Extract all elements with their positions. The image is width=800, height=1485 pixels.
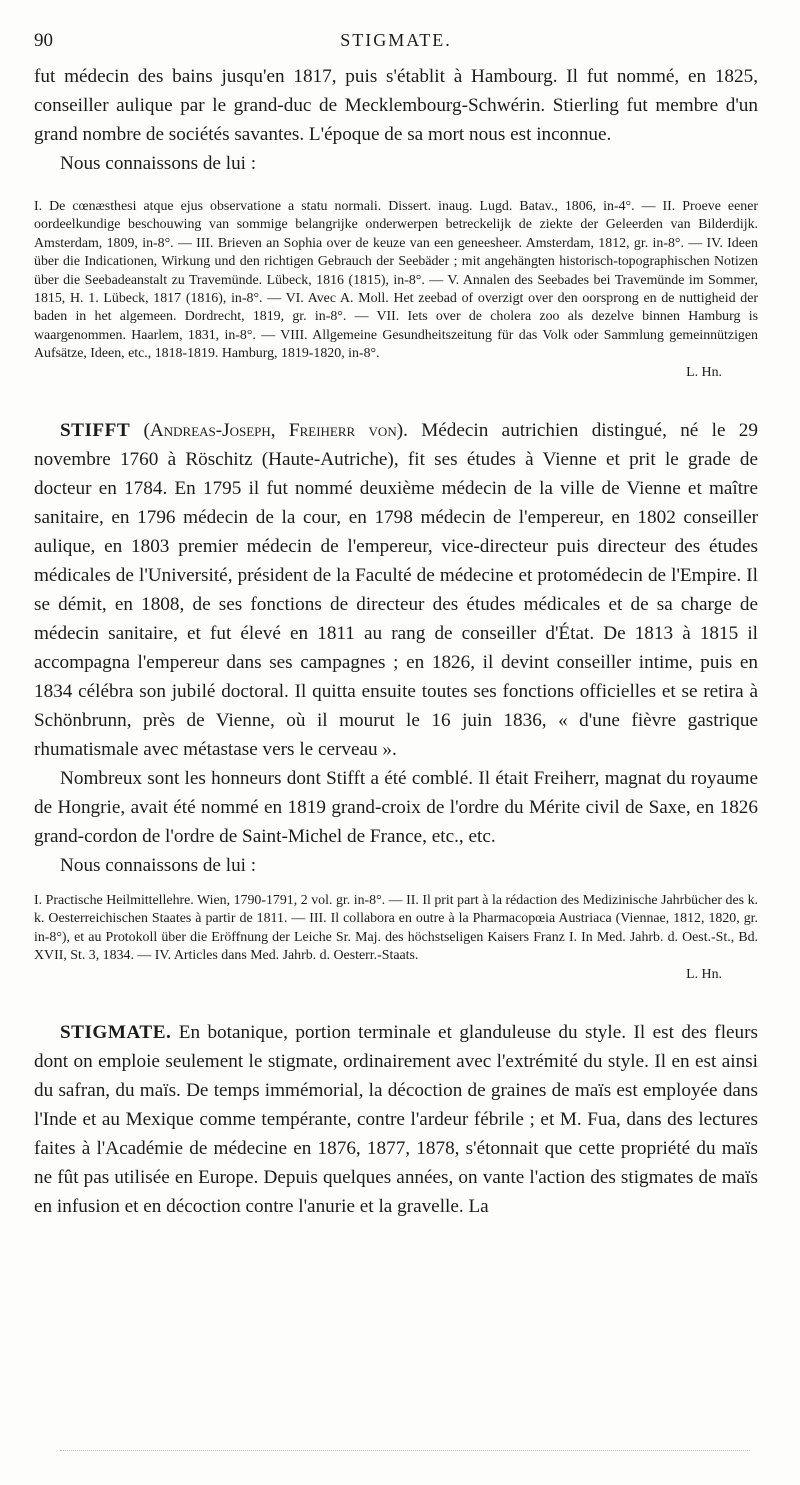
intro-signature: L. Hn. (686, 364, 722, 380)
page-body (34, 62, 758, 1221)
intro-bibliography-text: I. De cœnæsthesi atque ejus observatione a statu normali. Dissert. inaug. Lugd. Batav., 1806, in-4°. — II. Proeve eener oordeelkundige beschouwing van sommige belangrijke onderwerpen betreckelijk de ziekte der Geleerden van Bilderdijk. Amsterdam, 1809, in-8°. — III. Brieven an Sophia over de keuze van een geneesheer. Amsterdam, 1812, gr. in-8°. — IV. Ideen über die Indicationen, Wirkung und den richtigen Gebrauch der Seebäder ; mit angehängten historisch-topographischen Notizen über die Seebadeanstalt zu Travemünde. Lübeck, 1816 (1815), in-8°. — V. Annalen des Seebades bei Travemünde im Sommer, 1815, H. 1. Lübeck, 1817 (1816), in-8°. — VI. Avec A. Moll. Het zeebad of overzigt over den oorsprong en de nuttigheid der baden in het algemeen. Dordrecht, 1819, gr. in-8°. — VII. Iets over de cholera zoo als dezelve binnen Hamburg is waargenommen. Haarlem, 1831, in-8°. — VIII. Allgemeine Gesundheitszeitung für das Volk oder Sammlung gemeinnützigen Aufsätze, Ideen, etc., 1818-1819. Hamburg, 1819-1820, in-8°. (34, 199, 758, 362)
stigmate-headword: STIGMATE. (60, 1022, 172, 1044)
page-header (34, 30, 758, 58)
stifft-bibliography (34, 892, 758, 984)
running-title: STIGMATE. (340, 30, 452, 50)
stifft-names: (Andreas-Joseph, Freiherr von). (143, 420, 408, 442)
stifft-paragraph-1: Médecin autrichien distingué, né le 29 novembre 1760 à Röschitz (Haute-Autriche), fit ses études à Vienne et prit le grade de docteur en 1784. En 1795 il fut nommé deuxième médecin de la ville de Vienne et maître sanitaire, en 1796 médecin de la cour, en 1798 médecin de l'empereur, en 1802 conseiller aulique, en 1803 premier médecin de l'empereur, vice-directeur puis directeur des études médicales de l'Université, président de la Faculté de médecine et protomédecin de l'Empire. Il se démit, en 1808, de ses fonctions de directeur des études médicales et de sa charge de médecin sanitaire, et fut élevé en 1811 au rang de conseiller d'État. De 1813 à 1815 il accompagna l'empereur dans ses campagnes ; en 1826, il devint conseiller intime, puis en 1834 célébra son jubilé doctoral. Il quitta ensuite toutes ses fonctions officielles et se retira à Schönbrunn, près de Vienne, où il mourut le 16 juin 1836, « d'une fièvre gastrique rhumatismale avec métastase vers le cerveau ». (34, 420, 758, 761)
intro-paragraph: fut médecin des bains jusqu'en 1817, puis s'établit à Hambourg. Il fut nommé, en 1825, conseiller aulique par le grand-duc de Mecklembourg-Schwérin. Stierling fut membre d'un grand nombre de sociétés savantes. L'époque de sa mort nous est inconnue. (34, 66, 758, 145)
stifft-bibliography-text: I. Practische Heilmittellehre. Wien, 1790-1791, 2 vol. gr. in-8°. — II. Il prit part à la rédaction des Medizinische Jahrbücher des k. k. Oesterreichischen Staates à partir de 1811. — III. Il collabora en outre à la Pharmacopœia Austriaca (Viennae, 1812, 1820, gr. in-8°), et au Protokoll über die Eröffnung der Leiche Sr. Maj. des höchstseligen Kaisers Franz I. In Med. Jahrb. d. Oest.-St., Bd. XVII, St. 3, 1834. — IV. Articles dans Med. Jahrb. d. Oesterr.-Staats. (34, 893, 758, 964)
footer-divider (60, 1450, 750, 1451)
intro-known-line: Nous connaissons de lui : (60, 153, 257, 174)
stifft-entry (34, 416, 758, 764)
stigmate-entry (34, 1018, 758, 1221)
stifft-headword: STIFFT (60, 420, 131, 442)
intro-bibliography (34, 198, 758, 382)
stifft-signature: L. Hn. (686, 966, 722, 982)
stigmate-paragraph: En botanique, portion terminale et glanduleuse du style. Il est des fleurs dont on emploie seulement le stigmate, ordinairement avec l'extrémité du style. Il en est ainsi du safran, du maïs. De temps immémorial, la décoction de graines de maïs est employée dans l'Inde et au Mexique comme tempérante, contre l'ardeur fébrile ; et M. Fua, dans des lectures faites à l'Académie de médecine en 1876, 1877, 1878, s'étonnait que cette propriété du maïs ne fût pas utilisée en Europe. Depuis quelques années, on vante l'action des stigmates de maïs en infusion et en décoction contre l'anurie et la gravelle. La (34, 1022, 758, 1218)
stifft-known-line: Nous connaissons de lui : (60, 855, 257, 877)
stifft-paragraph-2: Nombreux sont les honneurs dont Stifft a été comblé. Il était Freiherr, magnat du royaume de Hongrie, avait été nommé en 1819 grand-croix de l'ordre du Mérite civil de Saxe, en 1826 grand-cordon de l'ordre de Saint-Michel de France, etc., etc. (34, 768, 758, 848)
page-number: 90 (34, 30, 53, 51)
